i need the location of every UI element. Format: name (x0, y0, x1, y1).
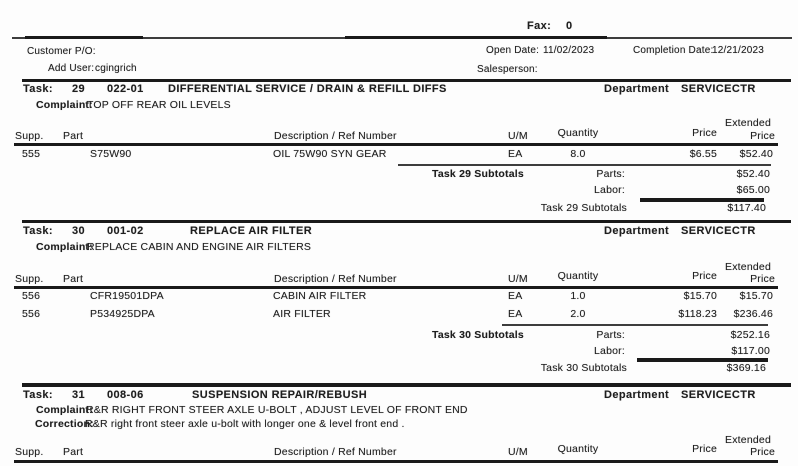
header-divider-segment (25, 36, 143, 39)
column-header-extended: Extended (725, 117, 771, 129)
task-section-border (22, 79, 791, 82)
column-header-underline (14, 460, 778, 463)
column-header-underline (14, 286, 778, 289)
task-number: 29 (72, 83, 86, 95)
customer-po-label: Customer P/O: (27, 46, 96, 57)
task-label: Task: (23, 389, 53, 401)
cell-part: CFR19501DPA (90, 290, 164, 302)
task-title: DIFFERENTIAL SERVICE / DRAIN & REFILL DIFFS (168, 83, 447, 95)
column-header-quantity: Quantity (557, 443, 599, 455)
column-header-extended-price: Price (750, 130, 775, 142)
complaint-text: REPLACE CABIN AND ENGINE AIR FILTERS (87, 241, 312, 253)
department-label: Department (604, 83, 670, 95)
labor-subtotal-value: $117.00 (731, 345, 770, 357)
column-header-description: Description / Ref Number (274, 446, 397, 458)
department-value: SERVICECTR (681, 225, 756, 237)
labor-subtotal-label: Labor: (594, 345, 625, 357)
column-header-price: Price (692, 443, 717, 455)
open-date-label: Open Date: (486, 45, 540, 56)
complaint-text: R&R RIGHT FRONT STEER AXLE U-BOLT , ADJUST LEVEL OF FRONT END (86, 404, 468, 416)
open-date-value: 11/02/2023 (543, 45, 595, 56)
add-user-value: cgingrich (95, 63, 137, 74)
labor-subtotal-value: $65.00 (736, 184, 770, 196)
header-divider-segment (345, 36, 607, 39)
cell-price: $118.23 (678, 308, 717, 320)
column-header-extended-price: Price (750, 273, 775, 285)
task-title: SUSPENSION REPAIR/REBUSH (192, 389, 368, 401)
task-code: 001-02 (107, 225, 144, 237)
task-total-value: $369.16 (726, 362, 766, 374)
subtotal-divider (502, 324, 768, 326)
task-section-border (22, 383, 791, 387)
task-section-border (22, 220, 791, 223)
column-header-price: Price (692, 127, 717, 139)
task-subtotals-heading: Task 30 Subtotals (432, 329, 524, 341)
total-rule (637, 358, 768, 362)
column-header-extended-price: Price (750, 446, 775, 458)
subtotal-divider (398, 164, 771, 166)
completion-date-label: Completion Date: (633, 45, 714, 56)
cell-description: CABIN AIR FILTER (273, 290, 367, 302)
department-value: SERVICECTR (681, 83, 756, 95)
column-header-extended: Extended (725, 434, 771, 446)
task-code: 008-06 (107, 389, 144, 401)
cell-price: $6.55 (689, 148, 717, 160)
column-header-supp: Supp. (15, 273, 44, 285)
complaint-label: Complaint: (36, 241, 93, 253)
fax-value: 0 (566, 20, 573, 32)
fax-label: Fax: (527, 20, 552, 32)
complaint-label: Complaint: (36, 99, 93, 111)
department-label: Department (604, 225, 670, 237)
column-header-description: Description / Ref Number (274, 273, 397, 285)
cell-supp: 556 (22, 308, 41, 320)
cell-quantity: 8.0 (570, 148, 586, 160)
parts-subtotal-value: $252.16 (730, 329, 770, 341)
column-header-supp: Supp. (15, 446, 44, 458)
cell-supp: 556 (22, 290, 41, 302)
task-number: 30 (72, 225, 86, 237)
column-header-description: Description / Ref Number (274, 130, 397, 142)
complaint-label: Complaint: (36, 404, 93, 416)
task-label: Task: (23, 83, 53, 95)
column-header-quantity: Quantity (557, 127, 599, 139)
correction-text: R&R right front steer axle u-bolt with longer one & level front end . (85, 418, 405, 430)
task-total-label: Task 30 Subtotals (540, 362, 627, 374)
parts-subtotal-label: Parts: (596, 168, 625, 180)
task-code: 022-01 (107, 83, 144, 95)
task-total-value: $117.40 (727, 202, 766, 214)
cell-quantity: 2.0 (570, 308, 586, 320)
column-header-quantity: Quantity (557, 270, 599, 282)
cell-part: P534925DPA (90, 308, 155, 320)
task-label: Task: (23, 225, 53, 237)
total-rule (640, 198, 764, 202)
task-title: REPLACE AIR FILTER (190, 225, 313, 237)
column-header-extended: Extended (725, 261, 771, 273)
column-header-underline (14, 143, 778, 146)
cell-um: EA (508, 308, 523, 320)
cell-part: S75W90 (90, 148, 132, 160)
labor-subtotal-label: Labor: (594, 184, 625, 196)
task-number: 31 (72, 389, 86, 401)
department-value: SERVICECTR (681, 389, 756, 401)
completion-date-value: 12/21/2023 (712, 45, 765, 56)
task-total-label: Task 29 Subtotals (540, 202, 627, 214)
complaint-text: TOP OFF REAR OIL LEVELS (87, 99, 231, 111)
parts-subtotal-label: Parts: (596, 329, 625, 341)
column-header-part: Part (63, 273, 84, 285)
cell-description: AIR FILTER (273, 308, 331, 320)
department-label: Department (604, 389, 670, 401)
cell-extended: $15.70 (739, 290, 773, 302)
column-header-um: U/M (508, 446, 528, 458)
add-user-label: Add User: (48, 63, 95, 74)
cell-price: $15.70 (683, 290, 717, 302)
column-header-price: Price (692, 270, 717, 282)
cell-description: OIL 75W90 SYN GEAR (273, 148, 387, 160)
cell-supp: 555 (22, 148, 41, 160)
column-header-part: Part (63, 446, 84, 458)
task-subtotals-heading: Task 29 Subtotals (432, 168, 524, 180)
salesperson-label: Salesperson: (477, 64, 538, 75)
correction-label: Correction: (35, 418, 94, 430)
column-header-um: U/M (508, 273, 528, 285)
cell-um: EA (508, 290, 523, 302)
cell-quantity: 1.0 (570, 290, 586, 302)
column-header-um: U/M (508, 130, 528, 142)
cell-extended: $236.46 (733, 308, 773, 320)
parts-subtotal-value: $52.40 (736, 168, 770, 180)
column-header-supp: Supp. (15, 130, 44, 142)
cell-extended: $52.40 (739, 148, 773, 160)
cell-um: EA (508, 148, 523, 160)
column-header-part: Part (63, 130, 84, 142)
